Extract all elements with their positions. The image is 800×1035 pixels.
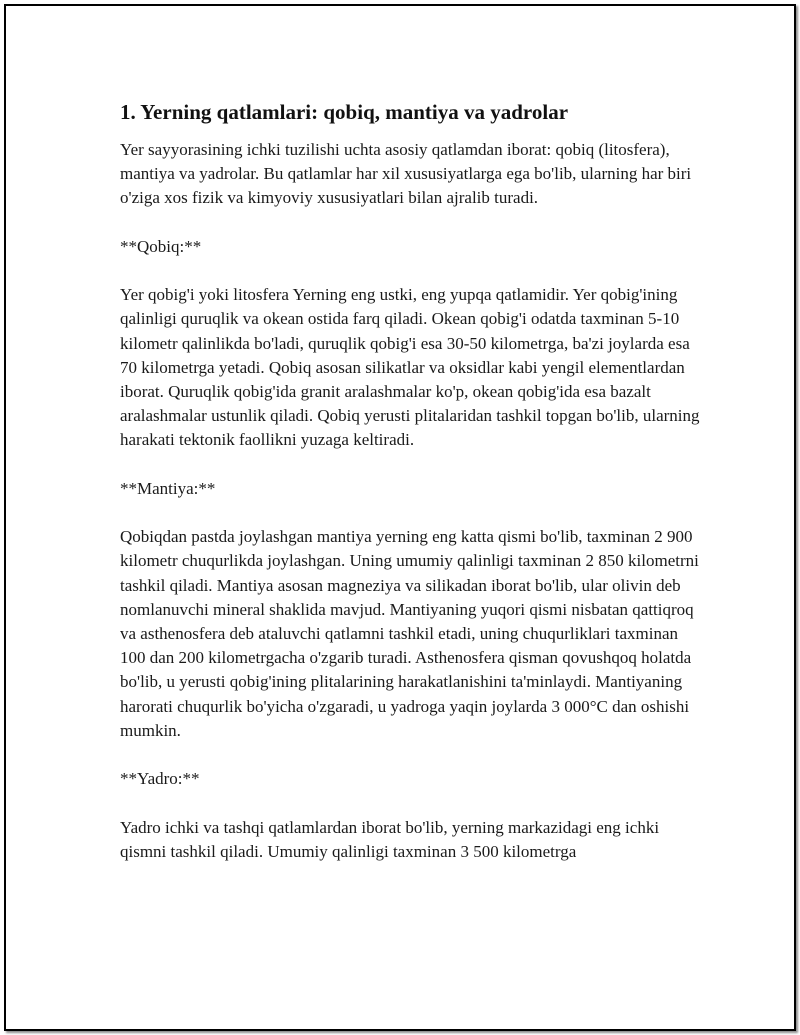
paragraph-gap — [120, 791, 700, 815]
intro-paragraph: Yer sayyorasining ichki tuzilishi uchta asosiy qatlamdan iborat: qobiq (litosfera), mantiya va yadrolar. Bu qatlamlar har xil xususiyatlarga ega bo'lib, ularning har biri o'ziga xos fizik va kimyoviy xususiyatlari bilan ajralib turadi. — [120, 140, 692, 208]
qobiq-paragraph: Yer qobig'i yoki litosfera Yerning eng ustki, eng yupqa qatlamidir. Yer qobig'ining qalinligi quruqlik va okean ostida farq qiladi. Okean qobig'i odatda taxminan 5-10 kilometr qalinlikda bo'ladi, quruqlik qobig'i esa 30-50 kilometrga, ba'zi joylarda esa 70 kilometrga yetadi. Qobiq asosan silikatlar va oksidlar kabi yengil elementlardan iborat. Quruqlik qobig'ida granit aralashmalar ko'p, okean qobig'ida esa bazalt aralashmalar ustunlik qiladi. Qobiq yerusti plitalaridan tashkil topgan bo'lib, ularning harakati tektonik faollikni yuzaga keltiradi. — [120, 285, 700, 450]
yadro-subheading: **Yadro:** — [120, 769, 200, 789]
mantiya-subheading: **Mantiya:** — [120, 478, 216, 498]
paragraph-gap — [120, 501, 700, 525]
mantiya-paragraph: Qobiqdan pastda joylashgan mantiya yerning eng katta qismi bo'lib, taxminan 2 900 kilometr chuqurlikda joylashgan. Uning umumiy qalinligi taxminan 2 850 kilometrni tashkil qiladi. Mantiya asosan magneziya va silikadan iborat bo'lib, ular olivin deb nomlanuvchi mineral shaklida mavjud. Mantiyaning yuqori qismi nisbatan qattiqroq va asthenosfera deb ataluvchi qatlamni tashkil etadi, uning chuqurliklari taxminan 100 dan 200 kilometrgacha o'zgarib turadi. Asthenosfera qisman qovushqoq holatda bo'lib, u yerusti qobig'ining plitalarining harakatlanishini ta'minlaydi. Mantiyaning harorati chuqurlik bo'yicha o'zgaradi, u yadroga yaqin joylarda 3 000°C dan oshishi mumkin. — [120, 527, 699, 740]
qobiq-subheading: **Qobiq:** — [120, 236, 202, 256]
paragraph-gap — [120, 453, 700, 477]
yadro-paragraph: Yadro ichki va tashqi qatlamlardan iborat bo'lib, yerning markazidagi eng ichki qismni tashkil qiladi. Umumiy qalinligi taxminan 3 500 kilometrga — [120, 817, 660, 861]
paragraph-gap — [120, 743, 700, 767]
document-page — [4, 4, 796, 1031]
paragraph-gap — [120, 259, 700, 283]
document-body — [120, 98, 700, 864]
section-heading: 1. Yerning qatlamlari: qobiq, mantiya va yadrolar — [120, 100, 569, 124]
paragraph-gap — [120, 211, 700, 235]
